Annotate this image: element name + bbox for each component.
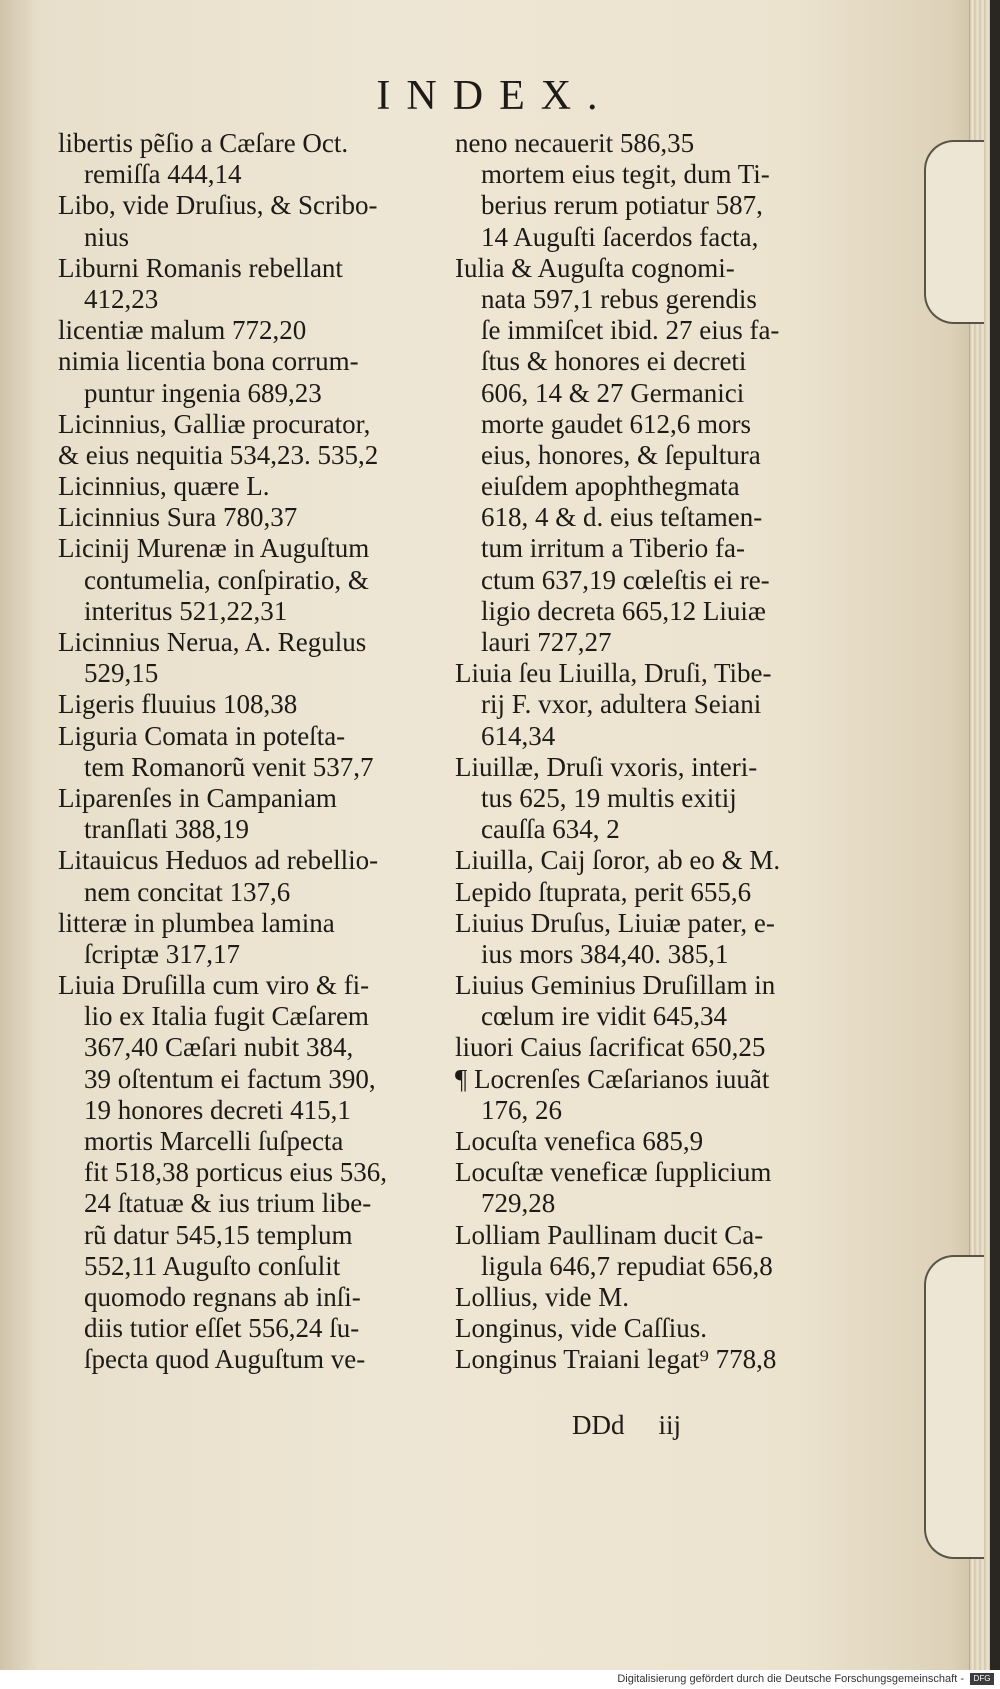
index-line: nata 597,1 rebus gerendis xyxy=(481,283,757,314)
right-column xyxy=(455,128,827,1376)
index-line: Libo, vide Druſius, & Scribo- xyxy=(58,190,378,221)
index-line: remiſſa 444,14 xyxy=(84,159,242,190)
index-line: lauri 727,27 xyxy=(481,627,612,657)
index-line: ſcriptæ 317,17 xyxy=(84,938,240,969)
index-line: 14 Auguſti ſacerdos facta, xyxy=(481,221,759,252)
index-line: fit 518,38 porticus eius 536, xyxy=(84,1157,387,1188)
index-line: ius mors 384,40. 385,1 xyxy=(481,938,729,969)
index-line: Liuilla, Caij ſoror, ab eo & M. xyxy=(455,845,781,876)
index-line: ſpecta quod Auguſtum ve- xyxy=(84,1344,366,1375)
index-line: eius, honores, & ſepultura xyxy=(481,439,761,470)
index-line: 729,28 xyxy=(481,1188,556,1219)
index-line: tranſlati 388,19 xyxy=(84,814,249,845)
index-line: Licinnius Nerua, A. Regulus xyxy=(58,627,367,657)
index-line: mortem eius tegit, dum Ti- xyxy=(481,159,770,190)
index-line: Longinus, vide Caſſius. xyxy=(455,1313,707,1344)
index-line: 412,23 xyxy=(84,283,159,314)
index-line: cœlum ire vidit 645,34 xyxy=(481,1001,727,1032)
index-line: 614,34 xyxy=(481,720,556,751)
index-line: lio ex Italia fugit Cæſarem xyxy=(84,1001,369,1032)
index-line: ctum 637,19 cœleſtis ei re- xyxy=(481,564,770,595)
left-column xyxy=(58,128,430,1376)
index-line: & eius nequitia 534,23. 535,2 xyxy=(58,439,379,470)
index-line: contumelia, conſpiratio, & xyxy=(84,564,369,595)
page-title: INDEX. xyxy=(376,73,614,119)
index-line: Licinnius, quære L. xyxy=(58,471,270,502)
index-line: nimia licentia bona corrum- xyxy=(58,346,359,377)
index-line: cauſſa 634, 2 xyxy=(481,814,620,845)
index-line: Liuia ſeu Liuilla, Druſi, Tibe- xyxy=(455,658,772,689)
index-line: Liburni Romanis rebellant xyxy=(58,252,343,283)
index-line: 176, 26 xyxy=(481,1094,562,1125)
index-line: neno necauerit 586,35 xyxy=(455,128,695,158)
index-line: Liuia Druſilla cum viro & fi- xyxy=(58,970,370,1001)
index-line: Lollius, vide M. xyxy=(455,1281,629,1312)
dfg-logo-icon: DFG xyxy=(970,1673,994,1685)
index-line: Longinus Traiani legat⁹ 778,8 xyxy=(455,1344,777,1375)
index-line: tum irritum a Tiberio fa- xyxy=(481,533,745,564)
index-line: rij F. vxor, adultera Seiani xyxy=(481,689,762,720)
index-line: diis tutior eſſet 556,24 ſu- xyxy=(84,1313,360,1344)
index-line: Licinij Murenæ in Auguſtum xyxy=(58,533,370,564)
signature-mark xyxy=(572,1410,715,1441)
index-line: puntur ingenia 689,23 xyxy=(84,377,322,408)
index-line: eiuſdem apophthegmata xyxy=(481,471,740,502)
index-line: litteræ in plumbea lamina xyxy=(58,907,335,938)
index-line: 552,11 Auguſto conſulit xyxy=(84,1250,341,1281)
index-line: 606, 14 & 27 Germanici xyxy=(481,377,745,408)
index-line: libertis pẽſio a Cæſare Oct. xyxy=(58,128,349,158)
index-line: berius rerum potiatur 587, xyxy=(481,190,763,221)
index-line: Ligeris fluuius 108,38 xyxy=(58,689,298,720)
index-line: Liuillæ, Druſi vxoris, interi- xyxy=(455,751,758,782)
index-line: ligio decreta 665,12 Liuiæ xyxy=(481,595,766,626)
index-line: Licinnius, Galliæ procurator, xyxy=(58,408,371,439)
index-line: morte gaudet 612,6 mors xyxy=(481,408,751,439)
signature-number: iij xyxy=(658,1410,682,1440)
index-line: interitus 521,22,31 xyxy=(84,595,288,626)
index-line: 529,15 xyxy=(84,658,159,689)
index-line: Locuſtæ veneficæ ſupplicium xyxy=(455,1157,772,1188)
index-line: Lepido ſtuprata, perit 655,6 xyxy=(455,876,752,907)
index-line: ſtus & honores ei decreti xyxy=(481,346,747,377)
index-line: ſe immiſcet ibid. 27 eius fa- xyxy=(481,315,780,346)
index-line: Liguria Comata in poteſta- xyxy=(58,720,346,751)
footer-credit: Digitalisierung gefördert durch die Deutsche Forschungsgemeinschaft - xyxy=(617,1673,964,1685)
index-line: licentiæ malum 772,20 xyxy=(58,315,307,346)
index-line: nem concitat 137,6 xyxy=(84,876,291,907)
index-line: tus 625, 19 multis exitij xyxy=(481,782,737,813)
index-line: 367,40 Cæſari nubit 384, xyxy=(84,1032,354,1063)
index-line: Lolliam Paullinam ducit Ca- xyxy=(455,1219,764,1250)
index-line: tem Romanorũ venit 537,7 xyxy=(84,751,374,782)
index-line: ligula 646,7 repudiat 656,8 xyxy=(481,1250,773,1281)
clasp-tab-top xyxy=(924,140,984,324)
footer-bar xyxy=(0,1670,1000,1689)
index-line: 19 honores decreti 415,1 xyxy=(84,1094,351,1125)
clasp-tab-bottom xyxy=(924,1255,984,1559)
index-line: 39 oſtentum ei factum 390, xyxy=(84,1063,376,1094)
index-line: Liparenſes in Campaniam xyxy=(58,782,337,813)
index-line: Litauicus Heduos ad rebellio- xyxy=(58,845,379,876)
index-line: 24 ſtatuæ & ius trium libe- xyxy=(84,1188,372,1219)
index-line: 618, 4 & d. eius teſtamen- xyxy=(481,502,763,533)
index-line: Iulia & Auguſta cognomi- xyxy=(455,252,735,283)
index-line: Licinnius Sura 780,37 xyxy=(58,502,298,533)
index-line: Liuius Druſus, Liuiæ pater, e- xyxy=(455,907,775,938)
index-line: quomodo regnans ab inſi- xyxy=(84,1281,361,1312)
index-line: liuori Caius ſacrificat 650,25 xyxy=(455,1032,766,1063)
index-line: nius xyxy=(84,221,130,252)
index-line: rũ datur 545,15 templum xyxy=(84,1219,353,1250)
index-line: Liuius Geminius Druſillam in xyxy=(455,970,776,1001)
index-line: mortis Marcelli ſuſpecta xyxy=(84,1126,344,1156)
signature-letters: DDd xyxy=(572,1410,625,1440)
index-line: ¶ Locrenſes Cæſarianos iuuãt xyxy=(455,1063,770,1094)
index-line: Locuſta venefica 685,9 xyxy=(455,1126,704,1156)
